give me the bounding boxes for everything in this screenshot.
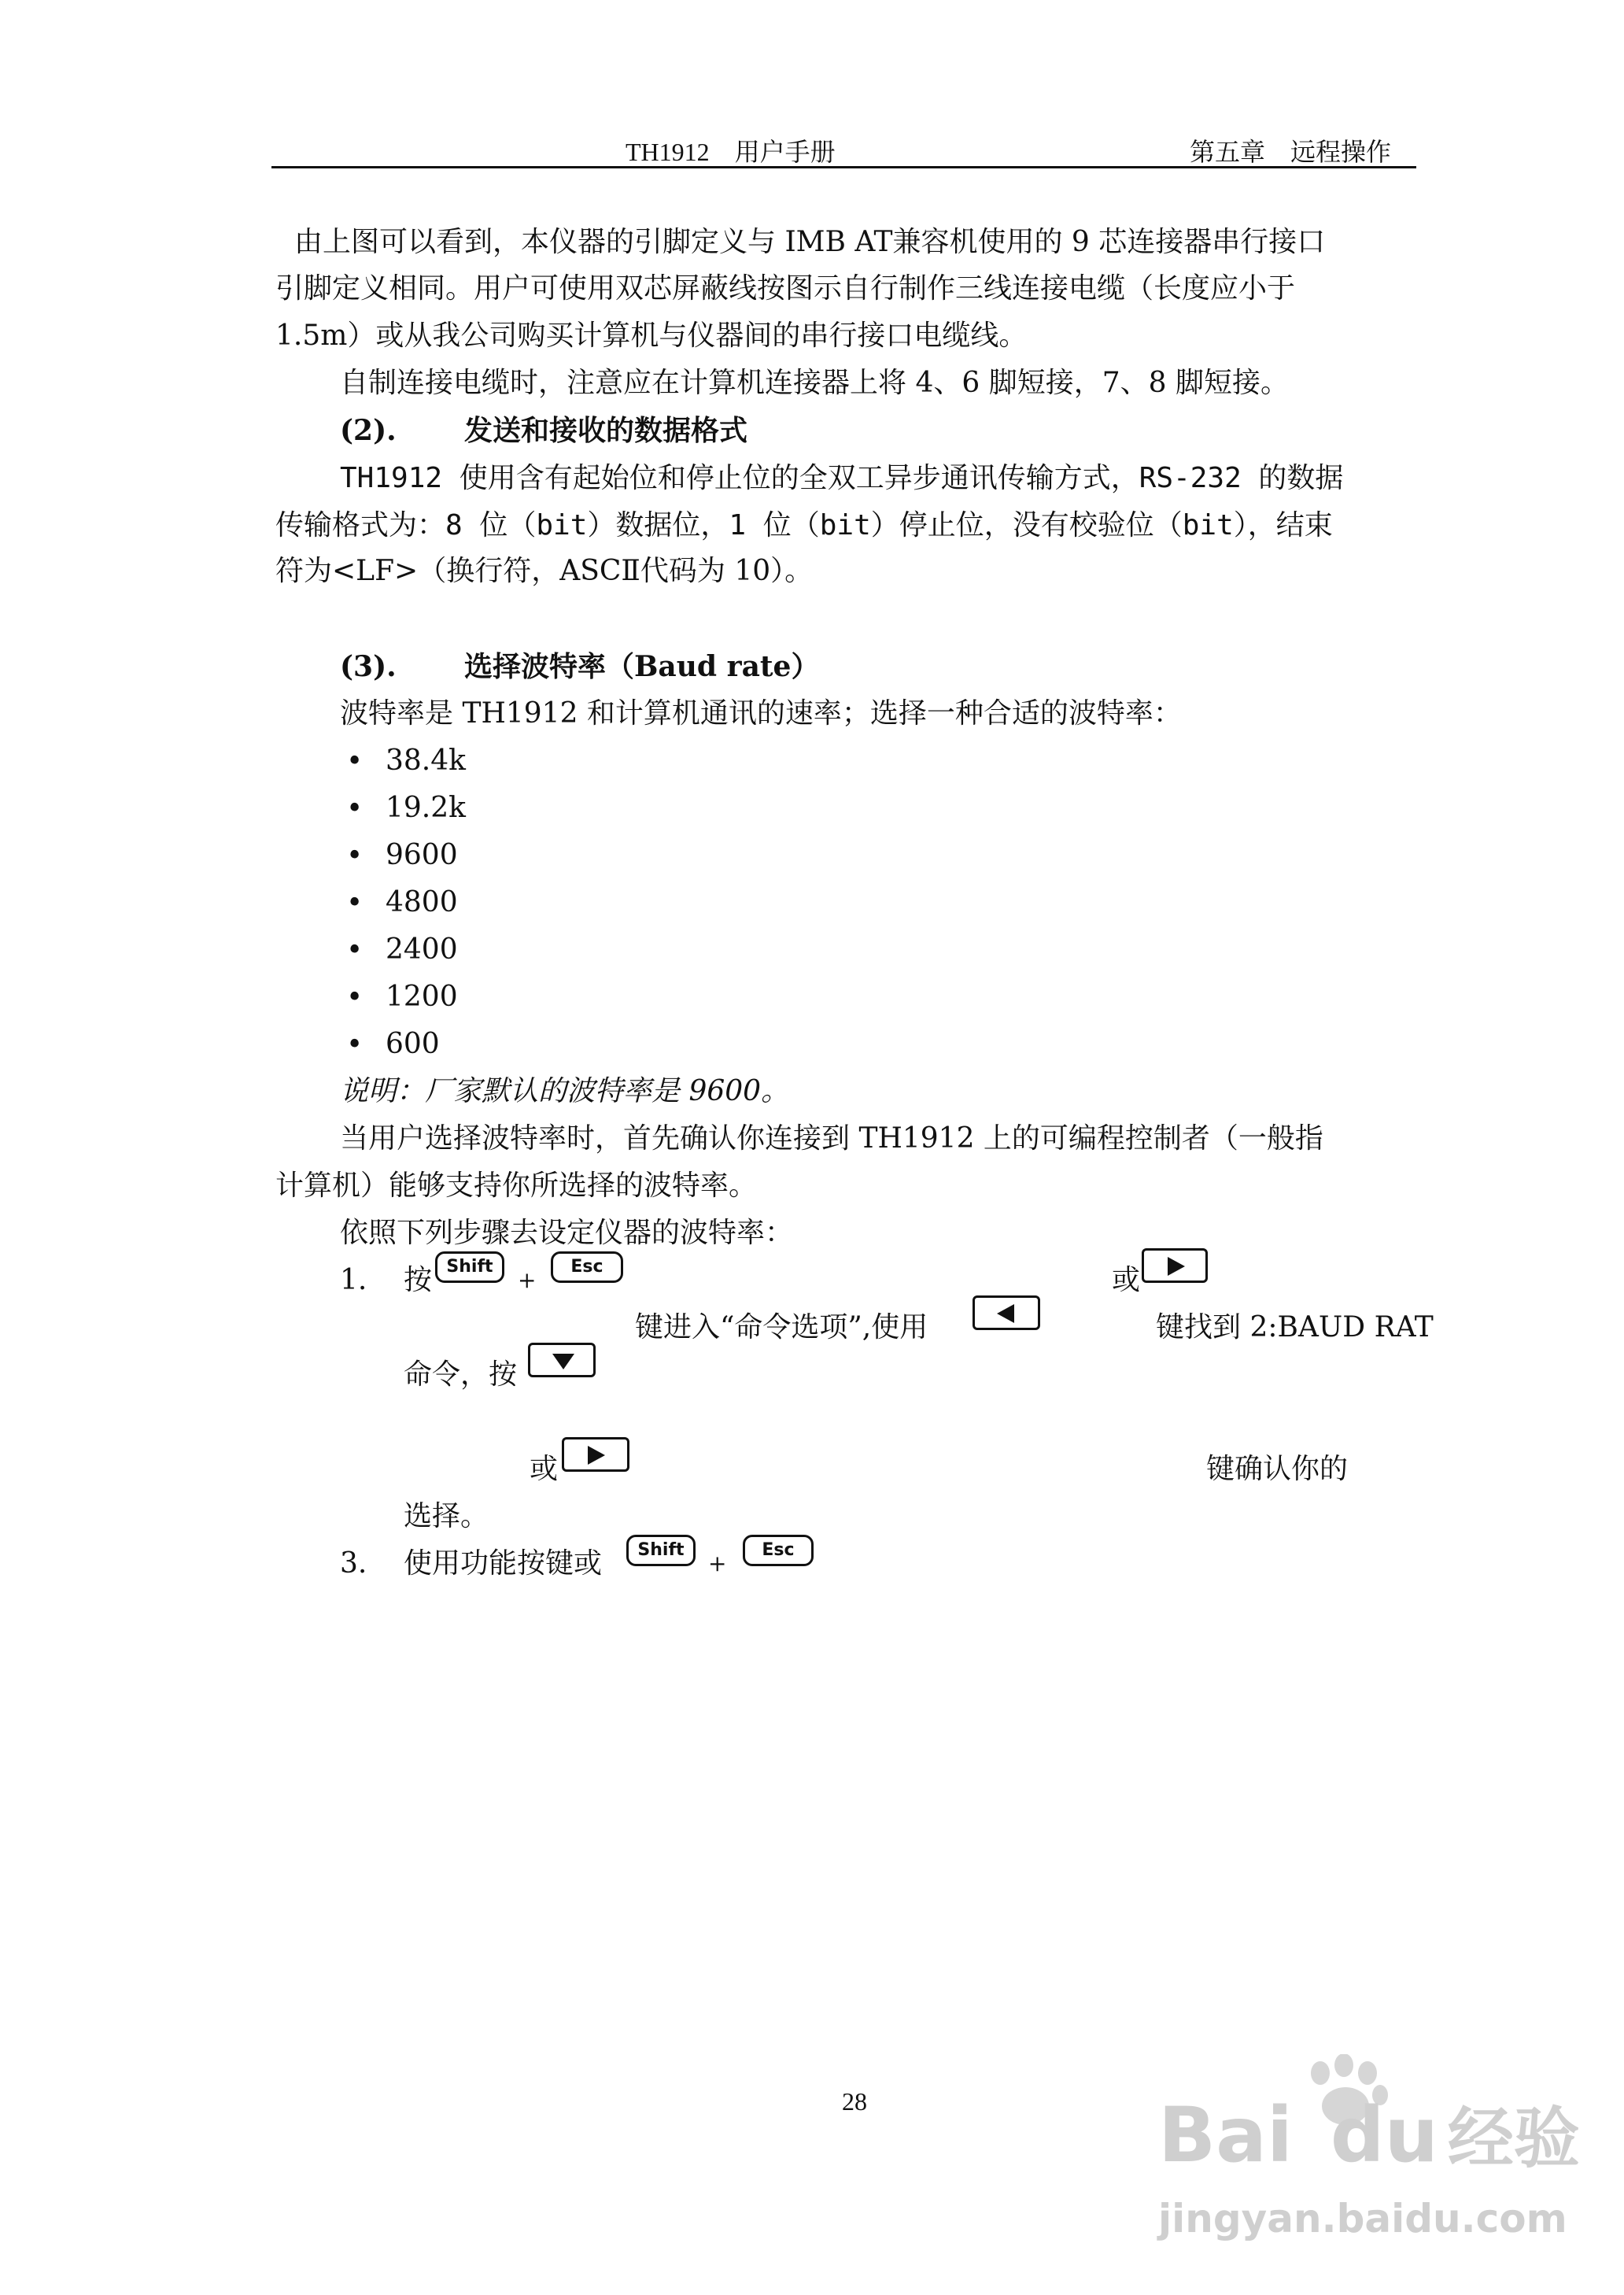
- step-3-number: 3.: [340, 1547, 367, 1580]
- baud-rate-item: 2400: [386, 933, 458, 966]
- watermark-brand: [1158, 2086, 1580, 2181]
- paragraph-line: 波特率是 TH1912 和计算机通讯的速率；选择一种合适的波特率：: [340, 697, 1182, 730]
- baud-rate-item: 1200: [386, 981, 458, 1013]
- paragraph-line: 当用户选择波特率时，首先确认你连接到 TH1912 上的可编程控制者（一般指: [340, 1122, 1323, 1155]
- step-1-number: 1.: [340, 1264, 367, 1296]
- paragraph-line: 依照下列步骤去设定仪器的波特率：: [340, 1217, 794, 1249]
- bullet-marker: •: [346, 793, 364, 825]
- shift-key-icon: Shift: [626, 1535, 696, 1566]
- section-2-number: (2).: [340, 414, 397, 447]
- step-3-text: 使用功能按键或: [404, 1547, 603, 1580]
- right-arrow-key-icon: [562, 1437, 629, 1472]
- paragraph-line: 自制连接电缆时，注意应在计算机连接器上将 4、6 脚短接，7、8 脚短接。: [340, 367, 1289, 399]
- header-left: TH1912 用户手册: [626, 138, 836, 166]
- section-3-number: (3).: [340, 650, 397, 683]
- step-1-press: 按: [404, 1264, 433, 1296]
- watermark-brand-cn: 经验: [1447, 2100, 1580, 2177]
- esc-key-icon: Esc: [743, 1535, 814, 1566]
- bullet-marker: •: [346, 1029, 364, 1061]
- down-arrow-key-icon: [528, 1343, 596, 1377]
- default-note: 说明：厂家默认的波特率是 9600。: [340, 1075, 790, 1107]
- bullet-marker: •: [346, 981, 364, 1014]
- paragraph-line: 引脚定义相同。用户可使用双芯屏蔽线按图示自行制作三线连接电缆（长度应小于: [275, 272, 1296, 305]
- section-3-title: 选择波特率（Baud rate）: [464, 650, 820, 683]
- baud-rate-item: 600: [386, 1028, 440, 1060]
- step-1-find: 键找到 2:BAUD RAT: [1156, 1311, 1434, 1343]
- header-right: 第五章 远程操作: [1190, 138, 1392, 166]
- or-label: 或: [1112, 1264, 1141, 1296]
- step-1-command: 命令，按: [404, 1358, 518, 1391]
- watermark-brand-bai: Bai: [1158, 2091, 1293, 2179]
- esc-key-icon: Esc: [551, 1251, 623, 1283]
- paragraph-line: TH1912 使用含有起始位和停止位的全双工异步通讯传输方式，RS-232 的数据: [340, 462, 1344, 494]
- paragraph-line: 符为<LF>（换行符，ASCⅡ代码为 10）。: [275, 555, 814, 587]
- baud-rate-item: 38.4k: [386, 745, 466, 777]
- header-rule: [271, 166, 1416, 168]
- paragraph-line: 1.5m）或从我公司购买计算机与仪器间的串行接口电缆线。: [275, 320, 1028, 352]
- right-arrow-key-icon: [1142, 1248, 1208, 1283]
- paragraph-line: 传输格式为：8 位（bit）数据位，1 位（bit）停止位，没有校验位（bit），结束: [275, 509, 1333, 541]
- bullet-marker: •: [346, 745, 364, 778]
- step-2-or: 或: [530, 1453, 559, 1485]
- bullet-marker: •: [346, 934, 364, 966]
- watermark-url: jingyan.baidu.com: [1158, 2196, 1567, 2241]
- bullet-marker: •: [346, 840, 364, 872]
- baud-rate-item: 4800: [386, 886, 458, 918]
- baud-rate-item: 19.2k: [386, 792, 466, 824]
- left-arrow-key-icon: [973, 1295, 1040, 1330]
- plus-sign: +: [518, 1267, 537, 1293]
- plus-sign: +: [708, 1550, 727, 1576]
- paragraph-line: 由上图可以看到，本仪器的引脚定义与 IMB AT兼容机使用的 9 芯连接器串行接口: [294, 226, 1326, 258]
- step-1-mid: 键进入“命令选项”,使用: [635, 1311, 928, 1343]
- paragraph-line: 计算机）能够支持你所选择的波特率。: [275, 1170, 758, 1202]
- section-2-title: 发送和接收的数据格式: [464, 414, 748, 447]
- bullet-marker: •: [346, 887, 364, 919]
- step-2-choose: 选择。: [404, 1500, 489, 1532]
- page-number: 28: [842, 2087, 867, 2116]
- shift-key-icon: Shift: [435, 1251, 504, 1283]
- baud-rate-item: 9600: [386, 839, 458, 871]
- step-2-confirm: 键确认你的: [1206, 1453, 1349, 1485]
- watermark-brand-du: du: [1330, 2091, 1438, 2179]
